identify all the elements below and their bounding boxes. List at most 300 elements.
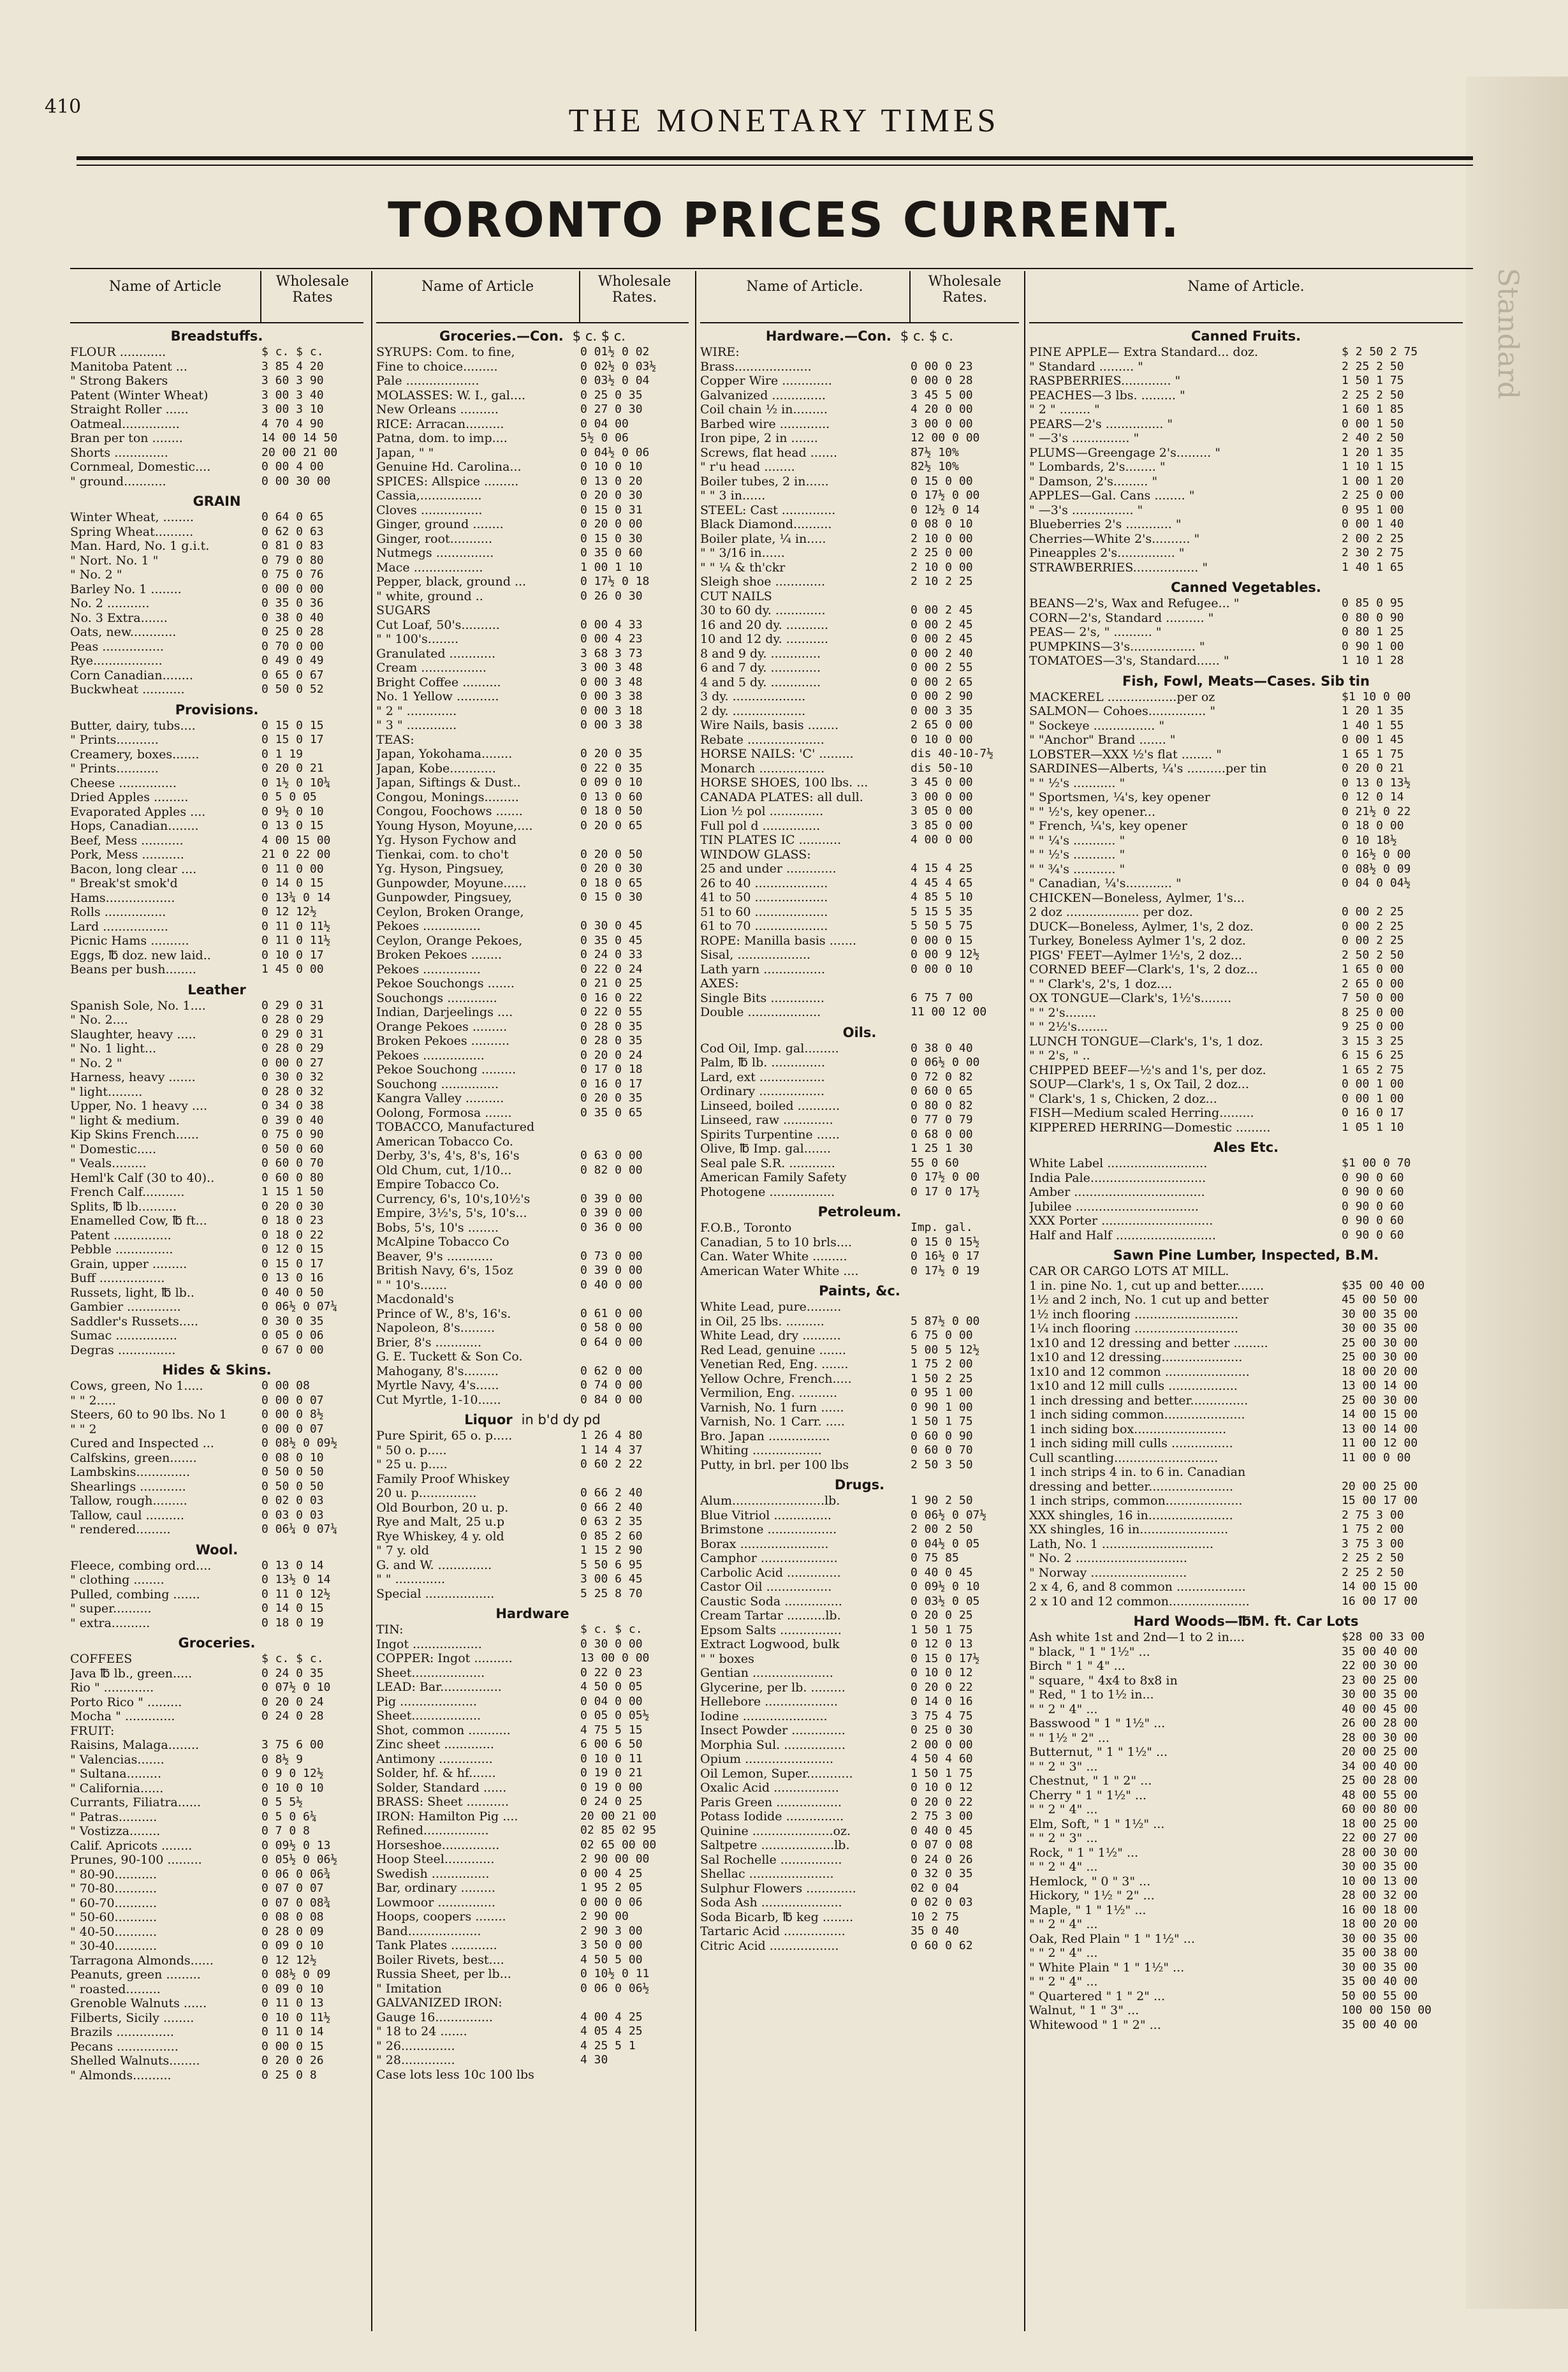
price-row	[700, 1767, 1019, 1781]
wholesale-rate: 0 12 0 15	[261, 1242, 324, 1256]
article-name: Cured and Inspected ...	[70, 1436, 214, 1450]
wholesale-rate: 0 00 30 00	[261, 474, 331, 488]
article-name: Carbolic Acid ..............	[700, 1565, 841, 1580]
price-row	[1029, 790, 1463, 805]
price-row	[1029, 517, 1463, 532]
price-row	[700, 1056, 1019, 1070]
wholesale-rate: 0 80 1 25	[1342, 625, 1404, 638]
price-row	[1029, 654, 1463, 668]
wholesale-rate: 50 00 55 00	[1342, 1989, 1418, 2003]
wholesale-rate	[1337, 1264, 1463, 1279]
article-name: Corn Canadian........	[70, 668, 193, 682]
article-name: Red Lead, genuine .......	[700, 1343, 846, 1357]
article-name: Manitoba Patent ...	[70, 359, 187, 374]
article-name: Pepper, black, ground ...	[376, 575, 527, 589]
article-name: " White Plain " 1 " 1½" ...	[1029, 1960, 1185, 1975]
article-name: No. 3 Extra.......	[70, 610, 168, 625]
wholesale-rate: 0 17½ 0 19	[911, 1263, 980, 1278]
price-row	[70, 1142, 363, 1157]
price-row	[70, 345, 363, 360]
price-row	[376, 1867, 689, 1882]
wholesale-rate: 0 64 0 65	[261, 510, 324, 524]
wholesale-rate: 3 68 3 73	[580, 646, 643, 660]
price-row	[70, 2040, 363, 2054]
price-row	[700, 1315, 1019, 1329]
wholesale-rate	[575, 1235, 689, 1249]
article-name: Maple, " 1 " 1½" ...	[1029, 1903, 1147, 1917]
price-row	[376, 976, 689, 991]
price-row	[376, 360, 689, 374]
article-name: Peanuts, green .........	[70, 1968, 201, 1982]
price-row	[376, 1737, 689, 1752]
price-row	[70, 1882, 363, 1896]
section-title: Wool.	[195, 1542, 238, 1558]
article-name: Kip Skins French......	[70, 1128, 199, 1142]
wholesale-rate: 0 13¼ 0 14	[261, 890, 331, 904]
article-name: " " 1½ " 2" ...	[1029, 1730, 1110, 1745]
wholesale-rate: 40 00 45 00	[1342, 1702, 1418, 1716]
article-name: Hoop Steel.............	[376, 1852, 495, 1866]
article-name: Myrtle Navy, 4's......	[376, 1378, 499, 1392]
article-name: Patent (Winter Wheat)	[70, 388, 209, 402]
wholesale-rate	[575, 905, 689, 920]
price-row	[376, 948, 689, 962]
price-row	[700, 1508, 1019, 1523]
article-name: " " 2 " 3" ...	[1029, 1759, 1098, 1774]
price-row	[376, 675, 689, 690]
price-row	[70, 446, 363, 460]
price-row	[70, 1028, 363, 1042]
wholesale-rate: 9 25 0 00	[1342, 1020, 1404, 1033]
price-row	[1029, 1494, 1463, 1508]
price-row	[376, 1543, 689, 1558]
article-name: " " boxes	[700, 1651, 754, 1666]
article-name: Congou, Foochows .......	[376, 804, 523, 818]
article-name: Bacon, long clear ....	[70, 862, 197, 876]
article-name: " 60-70...........	[70, 1896, 157, 1910]
wholesale-rate: 0 00 2 25	[1342, 905, 1404, 918]
article-name: 30 to 60 dy. .............	[700, 603, 826, 617]
price-row	[1029, 611, 1463, 626]
wholesale-rate: $1 10 0 00	[1342, 689, 1411, 703]
wholesale-rate: 3 00 0 00	[911, 790, 973, 804]
wholesale-rate: 23 00 25 00	[1342, 1673, 1418, 1687]
column-divider	[1024, 271, 1025, 2331]
wholesale-rate: 3 00 3 48	[580, 661, 643, 674]
article-name: Boiler tubes, 2 in......	[700, 474, 829, 489]
section-rate-units: $ c. $ c.	[572, 328, 626, 344]
wholesale-rate: 0 90 0 60	[1342, 1228, 1404, 1242]
article-name: Java ℔ lb., green.....	[70, 1666, 193, 1681]
wholesale-rate: 0 11 0 00	[261, 862, 324, 876]
price-row	[700, 1695, 1019, 1709]
article-name: 1x10 and 12 common ......................	[1029, 1364, 1250, 1379]
article-name: Tallow, caul ..........	[70, 1508, 184, 1522]
price-row	[700, 503, 1019, 518]
article-name: " Domestic.....	[70, 1142, 157, 1156]
price-row	[700, 1113, 1019, 1128]
article-name: " ground...........	[70, 474, 166, 489]
article-name: Sulphur Flowers .............	[700, 1881, 856, 1896]
price-row	[376, 1515, 689, 1529]
wholesale-rate: 0 00 4 23	[580, 632, 643, 645]
wholesale-rate: 2 25 2 50	[1342, 1551, 1404, 1565]
article-name: Lion ½ pol ..............	[700, 804, 824, 818]
price-row	[1029, 1063, 1463, 1078]
masthead: THE MONETARY TIMES	[568, 103, 1000, 139]
wholesale-rate: 0 74 0 00	[580, 1378, 643, 1392]
wholesale-rate: 2 30 2 75	[1342, 546, 1404, 559]
section-heading	[376, 1606, 689, 1621]
article-name: 2 x 4, 6, and 8 common ..................	[1029, 1580, 1246, 1594]
article-name: Rye..................	[70, 654, 163, 668]
wholesale-rate: 0 95 1 00	[1342, 503, 1404, 517]
article-name: Prince of W., 8's, 16's.	[376, 1306, 511, 1321]
wholesale-rate: 13 00 14 00	[1342, 1379, 1418, 1392]
price-row	[700, 776, 1019, 790]
price-row	[376, 1192, 689, 1207]
article-name: Sumac ................	[70, 1329, 177, 1343]
price-row	[70, 1114, 363, 1128]
article-name: Sheet..................	[376, 1709, 481, 1723]
price-row	[70, 568, 363, 582]
article-name: " Almonds..........	[70, 2068, 172, 2082]
wholesale-rate: 0 20 0 25	[911, 1609, 973, 1622]
price-row	[1029, 1522, 1463, 1537]
article-name: " 30-40...........	[70, 1939, 157, 1953]
wholesale-rate: 0 08 0 10	[261, 1450, 324, 1464]
price-row	[1029, 360, 1463, 374]
wholesale-rate: 0 12 0 13	[911, 1637, 973, 1651]
price-row	[376, 603, 689, 618]
price-row	[70, 1128, 363, 1142]
wholesale-rate: 0 00 2 65	[911, 675, 973, 689]
article-name: Linseed, boiled ...........	[700, 1098, 840, 1113]
price-row	[1029, 402, 1463, 417]
price-row	[1029, 805, 1463, 820]
wholesale-rate: 11 00 12 00	[911, 1005, 987, 1019]
price-row	[376, 1967, 689, 1982]
section-title: Canned Fruits.	[1191, 328, 1301, 344]
price-row	[700, 1609, 1019, 1623]
article-name: " Sportsmen, ¼'s, key opener	[1029, 790, 1210, 804]
wholesale-rate: 0 26 0 30	[580, 589, 643, 603]
price-row	[700, 1329, 1019, 1343]
column-header	[700, 271, 1019, 323]
wholesale-rate: 0 60 0 65	[911, 1084, 973, 1098]
price-row	[700, 589, 1019, 604]
section-title: Breadstuffs.	[170, 328, 263, 344]
price-row	[376, 1221, 689, 1235]
price-row	[700, 1170, 1019, 1185]
article-name: Lowmoor ...............	[376, 1895, 495, 1910]
wholesale-rate: 0 15 0 30	[580, 890, 643, 904]
wholesale-rate: 4 85 5 10	[911, 890, 973, 904]
section-heading	[1029, 580, 1463, 595]
price-row	[70, 1436, 363, 1451]
price-row	[700, 1924, 1019, 1939]
price-row	[1029, 1006, 1463, 1020]
wholesale-rate: $ c. $ c.	[261, 1652, 324, 1665]
article-name: Cream .................	[376, 661, 487, 675]
section-heading	[1029, 674, 1463, 689]
column-divider	[371, 271, 372, 2331]
article-name: " 26..............	[376, 2038, 455, 2053]
article-name: Cut Myrtle, 1-10......	[376, 1392, 501, 1407]
price-row	[700, 1343, 1019, 1358]
wholesale-rate: 3 75 6 00	[261, 1738, 324, 1751]
article-name: Walnut, " 1 " 3" ...	[1029, 2003, 1139, 2017]
price-row	[1029, 819, 1463, 834]
wholesale-rate: 0 11 0 11½	[261, 934, 331, 947]
price-row	[1029, 374, 1463, 388]
price-row	[70, 1214, 363, 1228]
article-name: Black Diamond..........	[700, 517, 832, 531]
wholesale-rate: 4 05 4 25	[580, 2024, 643, 2038]
wholesale-rate: 0 02 0 03	[261, 1494, 324, 1507]
price-row	[70, 1781, 363, 1796]
article-name: MACKEREL ..................per oz	[1029, 689, 1215, 704]
wholesale-rate: 35 00 40 00	[1342, 1975, 1418, 1988]
wholesale-rate: 3 75 3 00	[1342, 1536, 1404, 1551]
price-row	[376, 589, 689, 604]
wholesale-rate	[905, 848, 1019, 862]
price-row	[70, 962, 363, 977]
article-name: PEARS—2's ............... "	[1029, 416, 1173, 431]
article-name: Tienkai, com. to cho't	[376, 847, 509, 862]
wholesale-rate: 0 38 0 40	[911, 1041, 973, 1055]
section-title: Hides & Skins.	[162, 1362, 272, 1378]
wholesale-rate: 0 17 0 17½	[911, 1184, 980, 1198]
wholesale-rate: 0 60 0 62	[911, 1938, 973, 1952]
article-name: Tank Plates ............	[376, 1938, 497, 1952]
wholesale-rate: 0 00 3 38	[580, 689, 643, 703]
article-name: Varnish, No. 1 Carr. .....	[700, 1415, 845, 1429]
wholesale-rate: 5 25 8 70	[580, 1586, 643, 1600]
wholesale-rate: 0 20 0 21	[1342, 762, 1404, 775]
price-row	[700, 718, 1019, 733]
price-column-4	[1029, 271, 1463, 2331]
wholesale-rate: 0 60 0 70	[911, 1443, 973, 1457]
wholesale-rate: 2 00 2 50	[911, 1522, 973, 1536]
article-name: Broken Pekoes ........	[376, 948, 502, 962]
price-row	[1029, 1846, 1463, 1860]
article-name: American Family Safety	[700, 1170, 847, 1184]
article-name: " " 2 " 4" ...	[1029, 1802, 1098, 1816]
price-row	[1029, 905, 1463, 920]
wholesale-rate: 0 15 0 00	[911, 474, 973, 488]
price-row	[376, 1429, 689, 1443]
article-name: Boiler plate, ¼ in.....	[700, 531, 826, 546]
price-row	[376, 345, 689, 360]
wholesale-rate: 0 25 0 8	[261, 2068, 317, 2082]
price-row	[70, 1738, 363, 1753]
wholesale-rate: 0 36 0 00	[580, 1220, 643, 1234]
price-row	[700, 1070, 1019, 1085]
wholesale-rate: 0 60 0 70	[261, 1156, 324, 1170]
wholesale-rate	[905, 345, 1019, 360]
wholesale-rate: 15 00 17 00	[1342, 1494, 1418, 1507]
price-row	[376, 905, 689, 920]
price-row	[70, 1925, 363, 1940]
article-name: WINDOW GLASS:	[700, 847, 811, 862]
wholesale-rate: 0 13 0 60	[580, 790, 643, 804]
price-row	[376, 546, 689, 561]
name-of-article-header: Name of Article.	[746, 279, 863, 295]
price-row	[700, 1458, 1019, 1473]
price-row	[376, 1572, 689, 1587]
article-name: Hickory, " 1½ " 2" ...	[1029, 1889, 1155, 1903]
price-row	[70, 1709, 363, 1724]
price-row	[1029, 345, 1463, 360]
article-name: 1x10 and 12 mill culls ..................	[1029, 1379, 1238, 1393]
article-name: Blue Vitriol ...............	[700, 1508, 832, 1522]
wholesale-rate	[1337, 1465, 1463, 1480]
wholesale-rate: 3 00 3 40	[261, 388, 324, 402]
article-name: " Quartered " 1 " 2" ...	[1029, 1989, 1166, 2003]
article-name: Rebate ....................	[700, 732, 824, 747]
article-name: Citric Acid ..................	[700, 1938, 839, 1953]
price-row	[700, 417, 1019, 432]
price-row	[700, 1666, 1019, 1681]
article-name: Putty, in brl. per 100 lbs	[700, 1457, 849, 1472]
wholesale-rate: 4 25 5 1	[580, 2038, 636, 2052]
wholesale-rate: 0 5 0 6¼	[261, 1809, 317, 1823]
price-row	[700, 1867, 1019, 1882]
article-name: " Lombards, 2's........ "	[1029, 460, 1166, 474]
article-name: TIN:	[376, 1623, 404, 1637]
price-row	[376, 561, 689, 575]
wholesale-rate: 0 18 0 00	[1342, 819, 1404, 832]
article-name: STEEL: Cast ..............	[700, 503, 836, 517]
price-row	[700, 575, 1019, 589]
price-row	[700, 962, 1019, 977]
article-name: 1x10 and 12 dressing.....................	[1029, 1350, 1243, 1364]
article-name: American Water White ....	[700, 1263, 859, 1278]
article-name: " "Anchor" Brand ....... "	[1029, 733, 1176, 747]
price-row	[70, 1652, 363, 1667]
price-row	[376, 1766, 689, 1781]
wholesale-rate: 0 66 2 40	[580, 1500, 643, 1514]
column-divider	[695, 271, 696, 2331]
article-name: Granulated ............	[376, 646, 496, 661]
section-title: Oils.	[842, 1024, 877, 1040]
wholesale-rate: 0 72 0 82	[911, 1070, 973, 1084]
wholesale-rate: 26 00 28 00	[1342, 1716, 1418, 1730]
wholesale-rate: 12 00 0 00	[911, 431, 980, 445]
price-row	[1029, 1264, 1463, 1279]
article-name: Ash white 1st and 2nd—1 to 2 in....	[1029, 1630, 1245, 1644]
price-row	[1029, 1975, 1463, 1989]
article-name: Oolong, Formosa .......	[376, 1105, 512, 1120]
section-heading	[700, 1025, 1019, 1040]
wholesale-rate: 28 00 32 00	[1342, 1889, 1418, 1902]
wholesale-rate: 11 00 0 00	[1342, 1450, 1411, 1464]
wholesale-rate: 0 84 0 00	[580, 1392, 643, 1406]
article-name: 2 doz ................... per doz.	[1029, 905, 1193, 919]
price-row	[1029, 1889, 1463, 1903]
price-row	[70, 934, 363, 948]
column-header	[70, 271, 363, 323]
price-row	[1029, 1802, 1463, 1817]
price-row	[70, 1343, 363, 1358]
article-name: XXX Porter .............................	[1029, 1214, 1213, 1228]
article-name: " " .............	[376, 1572, 446, 1586]
price-row	[376, 991, 689, 1006]
article-name: " No. 2 "	[70, 568, 122, 582]
article-name: " No. 2 "	[70, 1056, 122, 1070]
article-name: CAR OR CARGO LOTS AT MILL.	[1029, 1264, 1229, 1278]
wholesale-rate: 0 00 08	[261, 1379, 310, 1392]
price-row	[1029, 1214, 1463, 1228]
wholesale-rate: 34 00 40 00	[1342, 1759, 1418, 1773]
article-name: White Lead, pure.........	[700, 1300, 842, 1314]
article-name: 16 and 20 dy. ...........	[700, 617, 829, 632]
article-name: " " ½'s ........... "	[1029, 848, 1125, 862]
price-row	[700, 475, 1019, 489]
price-row	[700, 819, 1019, 834]
article-name: Tarragona Almonds......	[70, 1953, 214, 1968]
price-row	[376, 575, 689, 589]
article-name: Turkey, Boneless Aylmer 1's, 2 doz.	[1029, 934, 1246, 948]
wholesale-rate: 1 40 1 65	[1342, 560, 1404, 574]
wholesale-rate: 0 00 3 35	[911, 703, 973, 718]
price-row	[376, 1034, 689, 1049]
wholesale-rate	[575, 733, 689, 748]
wholesale-rate: 1 05 1 10	[1342, 1120, 1404, 1134]
article-name: " Prints...........	[70, 762, 159, 776]
article-name: F.O.B., Toronto	[700, 1221, 792, 1235]
wholesale-rate: 0 20 0 65	[580, 818, 643, 832]
price-row	[70, 1767, 363, 1781]
price-row	[376, 1336, 689, 1350]
article-name: Pig ....................	[376, 1694, 477, 1709]
wholesale-rate: 0 14 0 15	[261, 1602, 324, 1615]
wholesale-rate: 0 39 0 00	[580, 1206, 643, 1219]
price-row	[1029, 1903, 1463, 1918]
wholesale-rate: 0 67 0 00	[261, 1343, 324, 1357]
article-name: " No. 2....	[70, 1013, 128, 1027]
price-row	[70, 1724, 363, 1739]
wholesale-rate: 0 15 0 31	[580, 503, 643, 517]
article-name: Peas ................	[70, 639, 164, 654]
wholesale-rate: 0 10 0 00	[911, 732, 973, 746]
article-name: " 50 o. p.....	[376, 1443, 447, 1457]
article-name: BEANS—2's, Wax and Refugee... "	[1029, 596, 1240, 610]
article-name: 51 to 60 ...................	[700, 904, 828, 919]
price-row	[700, 1443, 1019, 1458]
price-row	[700, 1235, 1019, 1250]
wholesale-rate: 0 70 0 00	[261, 639, 324, 653]
wholesale-rate: 0 06½ 0 00	[911, 1056, 980, 1069]
price-row	[1029, 1020, 1463, 1035]
price-row	[376, 919, 689, 934]
wholesale-rate: 0 12 0 14	[1342, 790, 1404, 804]
wholesale-rate: 6 15 6 25	[1342, 1049, 1404, 1062]
article-name: Camphor ....................	[700, 1551, 838, 1565]
wholesale-rate: 2 00 2 25	[1342, 531, 1404, 545]
article-name: Special ..................	[376, 1586, 495, 1601]
article-name: " No. 1 light...	[70, 1042, 157, 1056]
price-row	[700, 489, 1019, 503]
price-row	[1029, 1365, 1463, 1380]
price-row	[70, 582, 363, 597]
article-name: Monarch .................	[700, 761, 825, 776]
price-row	[1029, 1674, 1463, 1688]
wholesale-rate: 0 09½ 0 10	[911, 1580, 980, 1593]
article-name: Hemlock, " 0 " 3" ...	[1029, 1874, 1151, 1889]
price-row	[1029, 546, 1463, 561]
